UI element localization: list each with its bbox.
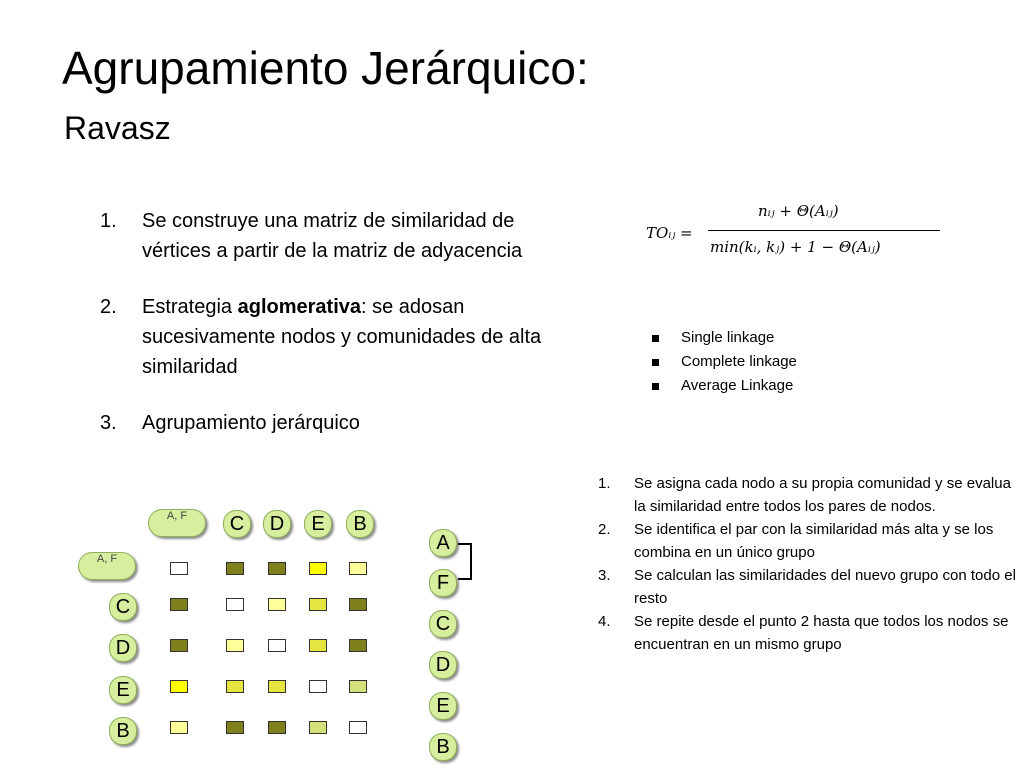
square-bullet-icon — [652, 383, 659, 390]
algorithm-step: 1. Se asigna cada nodo a su propia comunidad y se evalua la similaridad entre todos los pares de nodos. — [598, 475, 1011, 515]
matrix-cell — [309, 562, 327, 575]
order-node: D — [429, 651, 457, 679]
order-node: F — [429, 569, 457, 597]
matrix-cell — [268, 598, 286, 611]
matrix-cell — [309, 639, 327, 652]
order-node: B — [429, 733, 457, 761]
matrix-cell — [309, 721, 327, 734]
algorithm-step: 4. Se repite desde el punto 2 hasta que todos los nodos se encuentran en un mismo grupo — [598, 613, 1009, 653]
column-node: D — [263, 510, 291, 538]
page-title: Agrupamiento Jerárquico: — [62, 42, 589, 94]
matrix-cell — [170, 562, 188, 575]
merge-bracket — [458, 543, 472, 580]
matrix-cell — [349, 598, 367, 611]
square-bullet-icon — [652, 335, 659, 342]
matrix-cell — [170, 639, 188, 652]
formula-denominator: min(kᵢ, kⱼ) + 1 − Θ(Aᵢⱼ) — [710, 238, 881, 256]
linkage-item: Single linkage — [652, 326, 797, 350]
formula-numerator: nᵢⱼ + Θ(Aᵢⱼ) — [758, 202, 839, 220]
merged-row-node: A, F — [78, 552, 136, 580]
formula-lhs: TOᵢⱼ = — [646, 224, 693, 242]
order-node: C — [429, 610, 457, 638]
step-text: Agrupamiento jerárquico — [142, 412, 360, 434]
row-node: B — [109, 717, 137, 745]
square-bullet-icon — [652, 359, 659, 366]
page-subtitle: Ravasz — [64, 110, 171, 146]
step-number: 3. — [100, 412, 117, 434]
linkage-item: Complete linkage — [652, 350, 797, 374]
row-node: C — [109, 593, 137, 621]
row-node: D — [109, 634, 137, 662]
matrix-cell — [309, 680, 327, 693]
step-item — [100, 206, 560, 266]
step-text: Se construye una matriz de similaridad de vértices a partir de la matriz de adyacencia — [142, 210, 523, 262]
matrix-cell — [349, 721, 367, 734]
matrix-cell — [170, 721, 188, 734]
step-emphasis: aglomerativa — [237, 296, 361, 318]
matrix-cell — [268, 721, 286, 734]
step-item — [100, 292, 560, 382]
algorithm-list — [598, 472, 1018, 656]
linkage-item: Average Linkage — [652, 374, 797, 398]
matrix-cell — [226, 721, 244, 734]
column-node: B — [346, 510, 374, 538]
fraction-bar — [708, 230, 940, 231]
step-number: 1. — [100, 210, 117, 232]
matrix-cell — [349, 680, 367, 693]
column-node: E — [304, 510, 332, 538]
order-node: A — [429, 529, 457, 557]
matrix-cell — [268, 680, 286, 693]
matrix-cell — [226, 598, 244, 611]
step-text: Estrategia aglomerativa: se adosan sucesivamente nodos y comunidades de alta similaridad — [142, 296, 542, 378]
step-item — [100, 408, 560, 438]
matrix-cell — [226, 562, 244, 575]
linkage-list — [652, 326, 797, 398]
order-node: E — [429, 692, 457, 720]
matrix-cell — [226, 639, 244, 652]
matrix-cell — [268, 562, 286, 575]
algorithm-step: 2. Se identifica el par con la similaridad más alta y se los combina en un único grupo — [598, 521, 994, 561]
matrix-cell — [349, 562, 367, 575]
matrix-cell — [170, 598, 188, 611]
step-number: 2. — [100, 296, 117, 318]
matrix-cell — [226, 680, 244, 693]
matrix-cell — [268, 639, 286, 652]
matrix-cell — [349, 639, 367, 652]
matrix-cell — [170, 680, 188, 693]
column-node: C — [223, 510, 251, 538]
steps-list — [100, 206, 560, 464]
matrix-cell — [309, 598, 327, 611]
algorithm-step: 3. Se calculan las similaridades del nuevo grupo con todo el resto — [598, 567, 1016, 607]
row-node: E — [109, 676, 137, 704]
topological-overlap-formula — [618, 196, 938, 276]
merged-column-node: A, F — [148, 509, 206, 537]
